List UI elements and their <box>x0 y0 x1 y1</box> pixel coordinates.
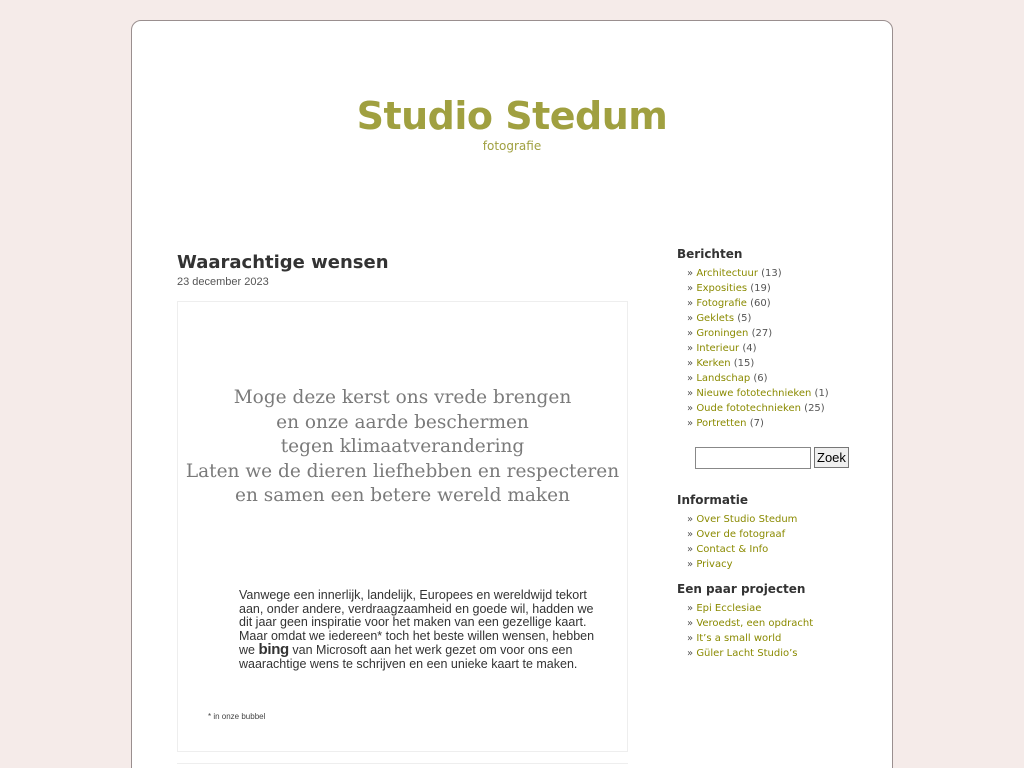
list-item <box>677 371 877 386</box>
page-container <box>131 20 893 768</box>
list-item <box>677 311 877 326</box>
sidebar-link[interactable]: It’s a small world <box>696 633 782 644</box>
card-note-line: dit jaar geen inspiratie voor het maken van een gezellige kaart. <box>239 615 587 629</box>
sidebar-link[interactable]: Veroedst, een opdracht <box>696 618 814 629</box>
post-count: (6) <box>753 373 768 384</box>
widget-title-informatie: Informatie <box>677 493 748 507</box>
widget-title-projecten: Een paar projecten <box>677 582 806 596</box>
list-item <box>677 341 877 356</box>
card-note <box>239 589 599 671</box>
post-date: 23 december 2023 <box>177 276 269 288</box>
bullet-icon: » <box>687 358 694 369</box>
post-count: (15) <box>733 358 755 369</box>
sidebar-link[interactable]: Epi Ecclesiae <box>696 603 762 614</box>
bullet-icon: » <box>687 648 694 659</box>
list-item <box>677 281 877 296</box>
sidebar-link[interactable]: Fotografie <box>696 298 747 309</box>
sidebar-link[interactable]: Groningen <box>696 328 749 339</box>
search-form <box>695 446 877 469</box>
card-poem-line: Moge deze kerst ons vrede brengen <box>233 387 572 408</box>
site-header <box>132 93 892 153</box>
sidebar-link[interactable]: Architectuur <box>696 268 758 279</box>
bullet-icon: » <box>687 388 694 399</box>
card-poem-line: Laten we de dieren liefhebben en respecteren <box>185 460 620 482</box>
bullet-icon: » <box>687 529 694 540</box>
post-count: (5) <box>737 313 752 324</box>
post-image-christmas-card[interactable] <box>177 301 628 752</box>
post-count: (19) <box>750 283 771 294</box>
sidebar-link[interactable]: Interieur <box>696 343 740 354</box>
card-footnote: * in onze bubbel <box>208 712 266 721</box>
sidebar <box>677 247 877 671</box>
main-content <box>177 251 629 721</box>
list-item <box>677 527 877 542</box>
card-poem-line: en samen een betere wereld maken <box>235 485 570 506</box>
list-item <box>677 631 877 646</box>
card-poem-line: tegen klimaatverandering <box>280 436 525 457</box>
post-count: (4) <box>742 343 757 354</box>
sidebar-link[interactable]: Contact & Info <box>696 544 769 555</box>
card-note-rest: van Microsoft aan het werk gezet om voor ons een <box>292 643 573 657</box>
list-item <box>677 616 877 631</box>
sidebar-link[interactable]: Over Studio Stedum <box>696 514 798 525</box>
post-count: (27) <box>751 328 773 339</box>
sidebar-link[interactable]: Nieuwe fototechnieken <box>696 388 812 399</box>
widget-informatie <box>677 493 877 572</box>
sidebar-link[interactable]: Landschap <box>696 373 751 384</box>
bullet-icon: » <box>687 298 694 309</box>
bullet-icon: » <box>687 328 694 339</box>
bullet-icon: » <box>687 343 694 354</box>
card-note-line <box>239 643 599 658</box>
post-count: (1) <box>814 388 829 399</box>
site-title[interactable]: Studio Stedum <box>356 94 668 138</box>
next-post-image <box>177 763 628 768</box>
widget-title-berichten: Berichten <box>677 247 743 261</box>
post-count: (60) <box>750 298 771 309</box>
sidebar-link[interactable]: Portretten <box>696 418 747 429</box>
site-description: fotografie <box>482 139 542 153</box>
info-list <box>677 512 877 572</box>
sidebar-link[interactable]: Privacy <box>696 559 733 570</box>
project-list <box>677 601 877 661</box>
list-item <box>677 266 877 281</box>
bullet-icon: » <box>687 373 694 384</box>
card-note-we: we <box>239 643 255 657</box>
sidebar-link[interactable]: Over de fotograaf <box>696 529 786 540</box>
list-item <box>677 542 877 557</box>
widget-berichten <box>677 247 877 431</box>
list-item <box>677 356 877 371</box>
category-list <box>677 266 877 431</box>
list-item <box>677 416 877 431</box>
sidebar-link[interactable]: Kerken <box>696 358 731 369</box>
bullet-icon: » <box>687 268 694 279</box>
sidebar-link[interactable]: Geklets <box>696 313 735 324</box>
post-count: (25) <box>804 403 825 414</box>
search-button[interactable]: Zoek <box>814 447 849 468</box>
card-poem <box>178 386 627 509</box>
list-item <box>677 386 877 401</box>
bullet-icon: » <box>687 283 694 294</box>
list-item <box>677 512 877 527</box>
bullet-icon: » <box>687 403 694 414</box>
card-note-line: Vanwege een innerlijk, landelijk, Europees en wereldwijd tekort <box>239 588 587 602</box>
bullet-icon: » <box>687 313 694 324</box>
bing-logo: bing <box>258 641 289 658</box>
list-item <box>677 296 877 311</box>
search-input[interactable] <box>695 447 811 469</box>
list-item <box>677 601 877 616</box>
card-note-line: waarachtige wens te schrijven en een unieke kaart te maken. <box>239 656 578 671</box>
widget-projecten <box>677 582 877 661</box>
post-title[interactable]: Waarachtige wensen <box>177 252 389 273</box>
list-item <box>677 557 877 572</box>
bullet-icon: » <box>687 544 694 555</box>
bullet-icon: » <box>687 633 694 644</box>
list-item <box>677 326 877 341</box>
bullet-icon: » <box>687 418 694 429</box>
sidebar-link[interactable]: Oude fototechnieken <box>696 403 801 414</box>
list-item <box>677 646 877 661</box>
card-note-line: Maar omdat we iedereen* toch het beste willen wensen, hebben <box>239 628 595 643</box>
card-poem-line: en onze aarde beschermen <box>276 411 529 433</box>
bullet-icon: » <box>687 559 694 570</box>
list-item <box>677 401 877 416</box>
bullet-icon: » <box>687 603 694 614</box>
card-note-line: aan, onder andere, verdraagzaamheid en goede wil, hadden we <box>239 601 594 616</box>
bullet-icon: » <box>687 514 694 525</box>
bullet-icon: » <box>687 618 694 629</box>
sidebar-link[interactable]: Güler Lacht Studio’s <box>696 648 798 659</box>
post-count: (13) <box>761 268 782 279</box>
sidebar-link[interactable]: Exposities <box>696 283 748 294</box>
post-count: (7) <box>749 418 764 429</box>
